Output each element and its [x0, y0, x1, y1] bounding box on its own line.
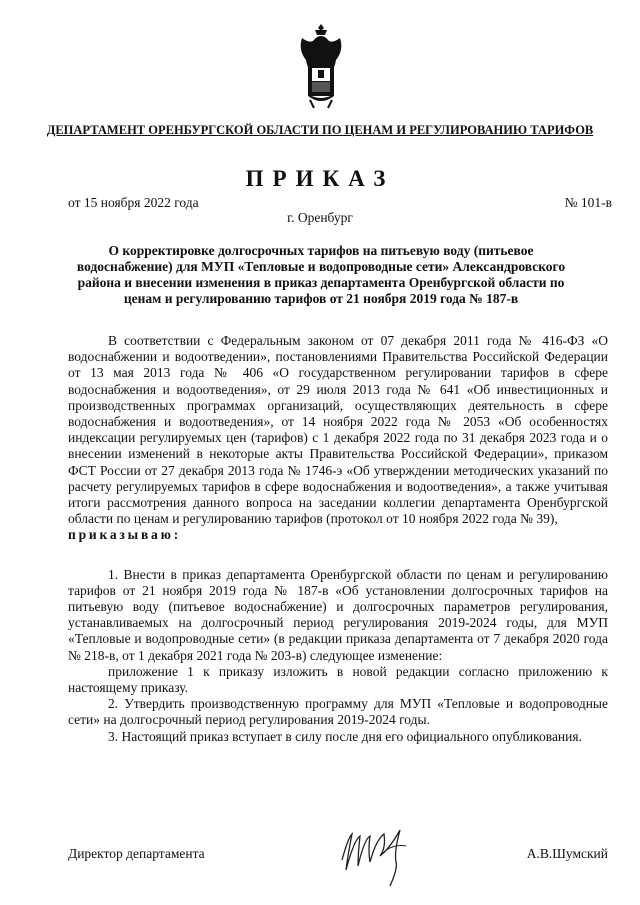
handwritten-signature: [334, 820, 444, 900]
department-name: ДЕПАРТАМЕНТ ОРЕНБУРГСКОЙ ОБЛАСТИ ПО ЦЕНАМ И РЕГУЛИРОВАНИЮ ТАРИФОВ: [46, 123, 594, 137]
document-type-title: ПРИКАЗ: [245, 166, 395, 191]
item-paragraph: 1. Внести в приказ департамента Оренбургской области по ценам и регулированию тарифов от 21 ноября 2019 года № 187-в «Об установлении долгосрочных тарифов на питьевую воду (питьевое водоснабжение) и долгосрочных параметров регулирования, устанавливаемых на долгосрочный период регулирования 2019-2024 годы, для МУП «Тепловые и водопроводные сети» (в редакции приказа департамента от 7 декабря 2020 года № 218-в, от 1 декабря 2021 года № 203-в) следующее изменение:: [68, 566, 608, 663]
item-paragraph: приложение 1 к приказу изложить в новой редакции согласно приложению к настоящему приказу.: [68, 663, 608, 696]
document-date: от 15 ноября 2022 года: [68, 195, 199, 210]
document-body: [68, 333, 608, 745]
signer-name: А.В.Шумский: [526, 846, 608, 861]
document-city: г. Оренбург: [287, 210, 353, 225]
document-heading: О корректировке долгосрочных тарифов на питьевую воду (питьевое водоснабжение) для МУП «Тепловые и водопроводные сети» Александровского района и внесении изменения в приказ департамента Оренбургской области по ценам и регулированию тарифов от 21 ноября 2019 года № 187-в: [76, 243, 566, 306]
preamble-paragraph: В соответствии с Федеральным законом от 07 декабря 2011 года № 416-ФЗ «О водоснабжении и водоотведении», постановлениями Правительства Российской Федерации от 13 мая 2013 года № 406 «О государственном регулировании тарифов в сфере водоснабжения и водоотведения», от 29 июля 2013 года № 641 «Об инвестиционных и производственных программах организаций, осуществляющих деятельность в сфере водоснабжения и водоотведения», от 14 ноября 2022 года № 2053 «Об особенностях индексации регулируемых цен (тарифов) с 1 декабря 2022 года по 31 декабря 2023 года и о внесении изменений в некоторые акты Правительства Российской Федерации», приказом ФСТ России от 27 декабря 2013 года № 1746-э «Об утверждении методических указаний по расчету регулируемых тарифов в сфере водоснабжения и водоотведения», а также учитывая итоги рассмотрения данного вопроса на заседании коллегии департамента Оренбургской области по ценам и регулированию тарифов (протокол от 10 ноября 2022 года № 39),: [68, 333, 608, 527]
item-paragraph: 3. Настоящий приказ вступает в силу после дня его официального опубликования.: [108, 728, 582, 744]
item-paragraph: 2. Утвердить производственную программу для МУП «Тепловые и водопроводные сети» на долгосрочный период регулирования 2019-2024 годы.: [68, 696, 608, 728]
coat-of-arms-icon: [296, 22, 346, 110]
decree-word: приказываю:: [68, 527, 182, 543]
document-number: № 101-в: [564, 195, 612, 210]
signer-title: Директор департамента: [68, 846, 205, 861]
